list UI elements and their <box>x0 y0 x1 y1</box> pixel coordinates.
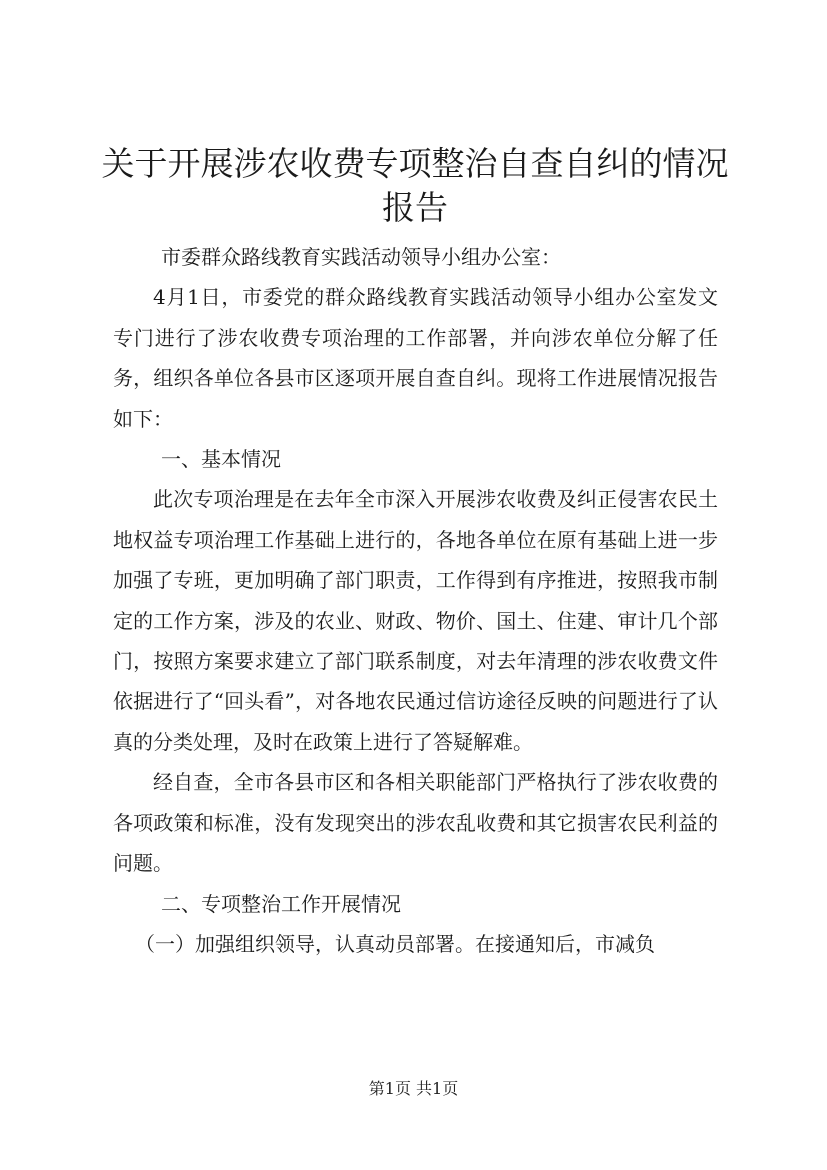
paragraph-self-check-result: 经自查，全市各县市区和各相关职能部门严格执行了涉农收费的各项政策和标准，没有发现突出的涉农乱收费和其它损害农民利益的问题。 <box>113 770 718 876</box>
document-body <box>113 237 718 964</box>
paragraph-intro: 4月1日，市委党的群众路线教育实践活动领导小组办公室发文专门进行了涉农收费专项治理的工作部署，并向涉农单位分解了任务，组织各单位各县市区逐项开展自查自纠。现将工作进展情况报告如下： <box>113 285 718 431</box>
section-heading-rectification-work: 二、专项整治工作开展情况 <box>161 891 401 916</box>
page-footer: 第1页 共1页 <box>368 1079 459 1098</box>
paragraph-basic-situation: 此次专项治理是在去年全市深入开展涉农收费及纠正侵害农民土地权益专项治理工作基础上进行的，各地各单位在原有基础上进一步加强了专班，更加明确了部门职责，工作得到有序推进，按照我市制定的工作方案，涉及的农业、财政、物价、国土、住建、审计几个部门，按照方案要求建立了部门联系制度，对去年清理的涉农收费文件依据进行了“回头看”，对各地农民通过信访途径反映的问题进行了认真的分类处理，及时在政策上进行了答疑解难。 <box>113 487 718 754</box>
paragraph-organization-leadership: （一）加强组织领导，认真动员部署。在接通知后，市减负 <box>135 931 655 956</box>
document-title: 关于开展涉农收费专项整治自查自纠的情况报告 <box>101 144 729 227</box>
salutation: 市委群众路线教育实践活动领导小组办公室： <box>161 245 561 269</box>
section-heading-basic-situation: 一、基本情况 <box>161 447 281 472</box>
